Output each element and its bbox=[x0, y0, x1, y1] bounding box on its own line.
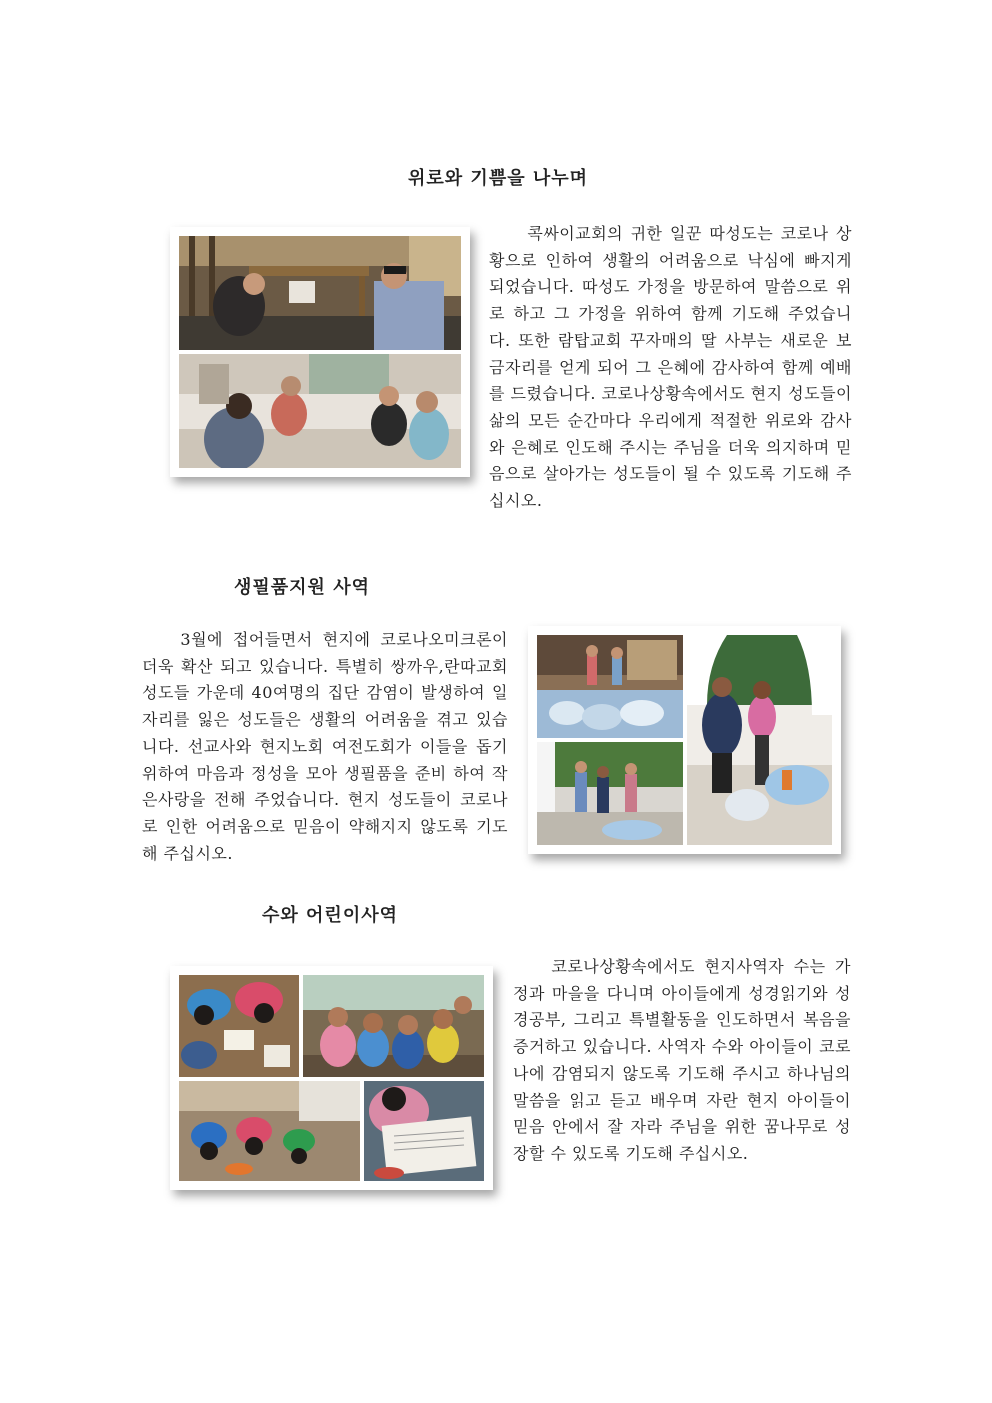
section1-body bbox=[489, 221, 852, 515]
section3-title: 수와 어린이사역 bbox=[262, 905, 398, 926]
section2-body-text: 3월에 접어들면서 현지에 코로나오미크론이 더욱 확산 되고 있습니다. 특별히 쌍까우,란따교회 성도들 가운데 40여명의 집단 감염이 발생하여 일자리를 잃은 성도들은 생활의 어려움을 겪고 있습니다. 선교사와 현지노회 여전도회가 이들을 돕기 위하여 마음과 정성을 모아 생필품을 준비 하여 작은사랑을 전해 주었습니다. 현지 성도들이 코로나로 인한 어려움으로 믿음이 약해지지 않도록 기도해 주십시오. bbox=[142, 630, 508, 863]
home-visit-prayer-photo bbox=[179, 236, 461, 350]
supplies-delivery-photo bbox=[537, 742, 683, 845]
section3-body bbox=[513, 954, 851, 1168]
children-prayer-photo bbox=[179, 1081, 360, 1181]
section1-title: 위로와 기쁨을 나누며 bbox=[408, 168, 589, 189]
section3-photo-collage bbox=[170, 966, 493, 1190]
section2-photo-collage bbox=[528, 626, 841, 854]
supplies-room-photo bbox=[537, 635, 683, 738]
supplies-handout-photo bbox=[687, 635, 832, 845]
children-studying-floor-photo bbox=[179, 975, 299, 1077]
section1-body-text: 콕싸이교회의 귀한 일꾼 따성도는 코로나 상황으로 인하여 생활의 어려움으로 낙심에 빠지게 되었습니다. 따성도 가정을 방문하여 말씀으로 위로 하고 그 가정을 위하여 함께 기도해 주었습니다. 또한 람탑교회 꾸자매의 딸 사부는 새로운 보금자리를 얻게 되어 그 은혜에 감사하여 함께 예배를 드렸습니다. 코로나상황속에서도 현지 성도들이 삶의 모든 순간마다 우리에게 적절한 위로와 감사와 은혜로 인도해 주시는 주님을 더욱 의지하며 믿음으로 살아가는 성도들이 될 수 있도록 기도해 주십시오. bbox=[489, 224, 853, 511]
section1-photo-collage bbox=[170, 227, 470, 477]
bible-reading-photo bbox=[364, 1081, 484, 1181]
children-group-photo bbox=[303, 975, 484, 1077]
section2-body bbox=[142, 627, 508, 867]
house-worship-photo bbox=[179, 354, 461, 468]
section2-title: 생필품지원 사역 bbox=[234, 577, 370, 598]
section3-body-text: 코로나상황속에서도 현지사역자 수는 가정과 마을을 다니며 아이들에게 성경읽기와 성경공부, 그리고 특별활동을 인도하면서 복음을 증거하고 있습니다. 사역자 수와 아이들이 코로나에 감염되지 않도록 기도해 주시고 하나님의 말씀을 읽고 듣고 배우며 자란 현지 아이들이 믿음 안에서 잘 자라 주님을 위한 꿈나무로 성장할 수 있도록 기도해 주십시오. bbox=[513, 957, 851, 1163]
